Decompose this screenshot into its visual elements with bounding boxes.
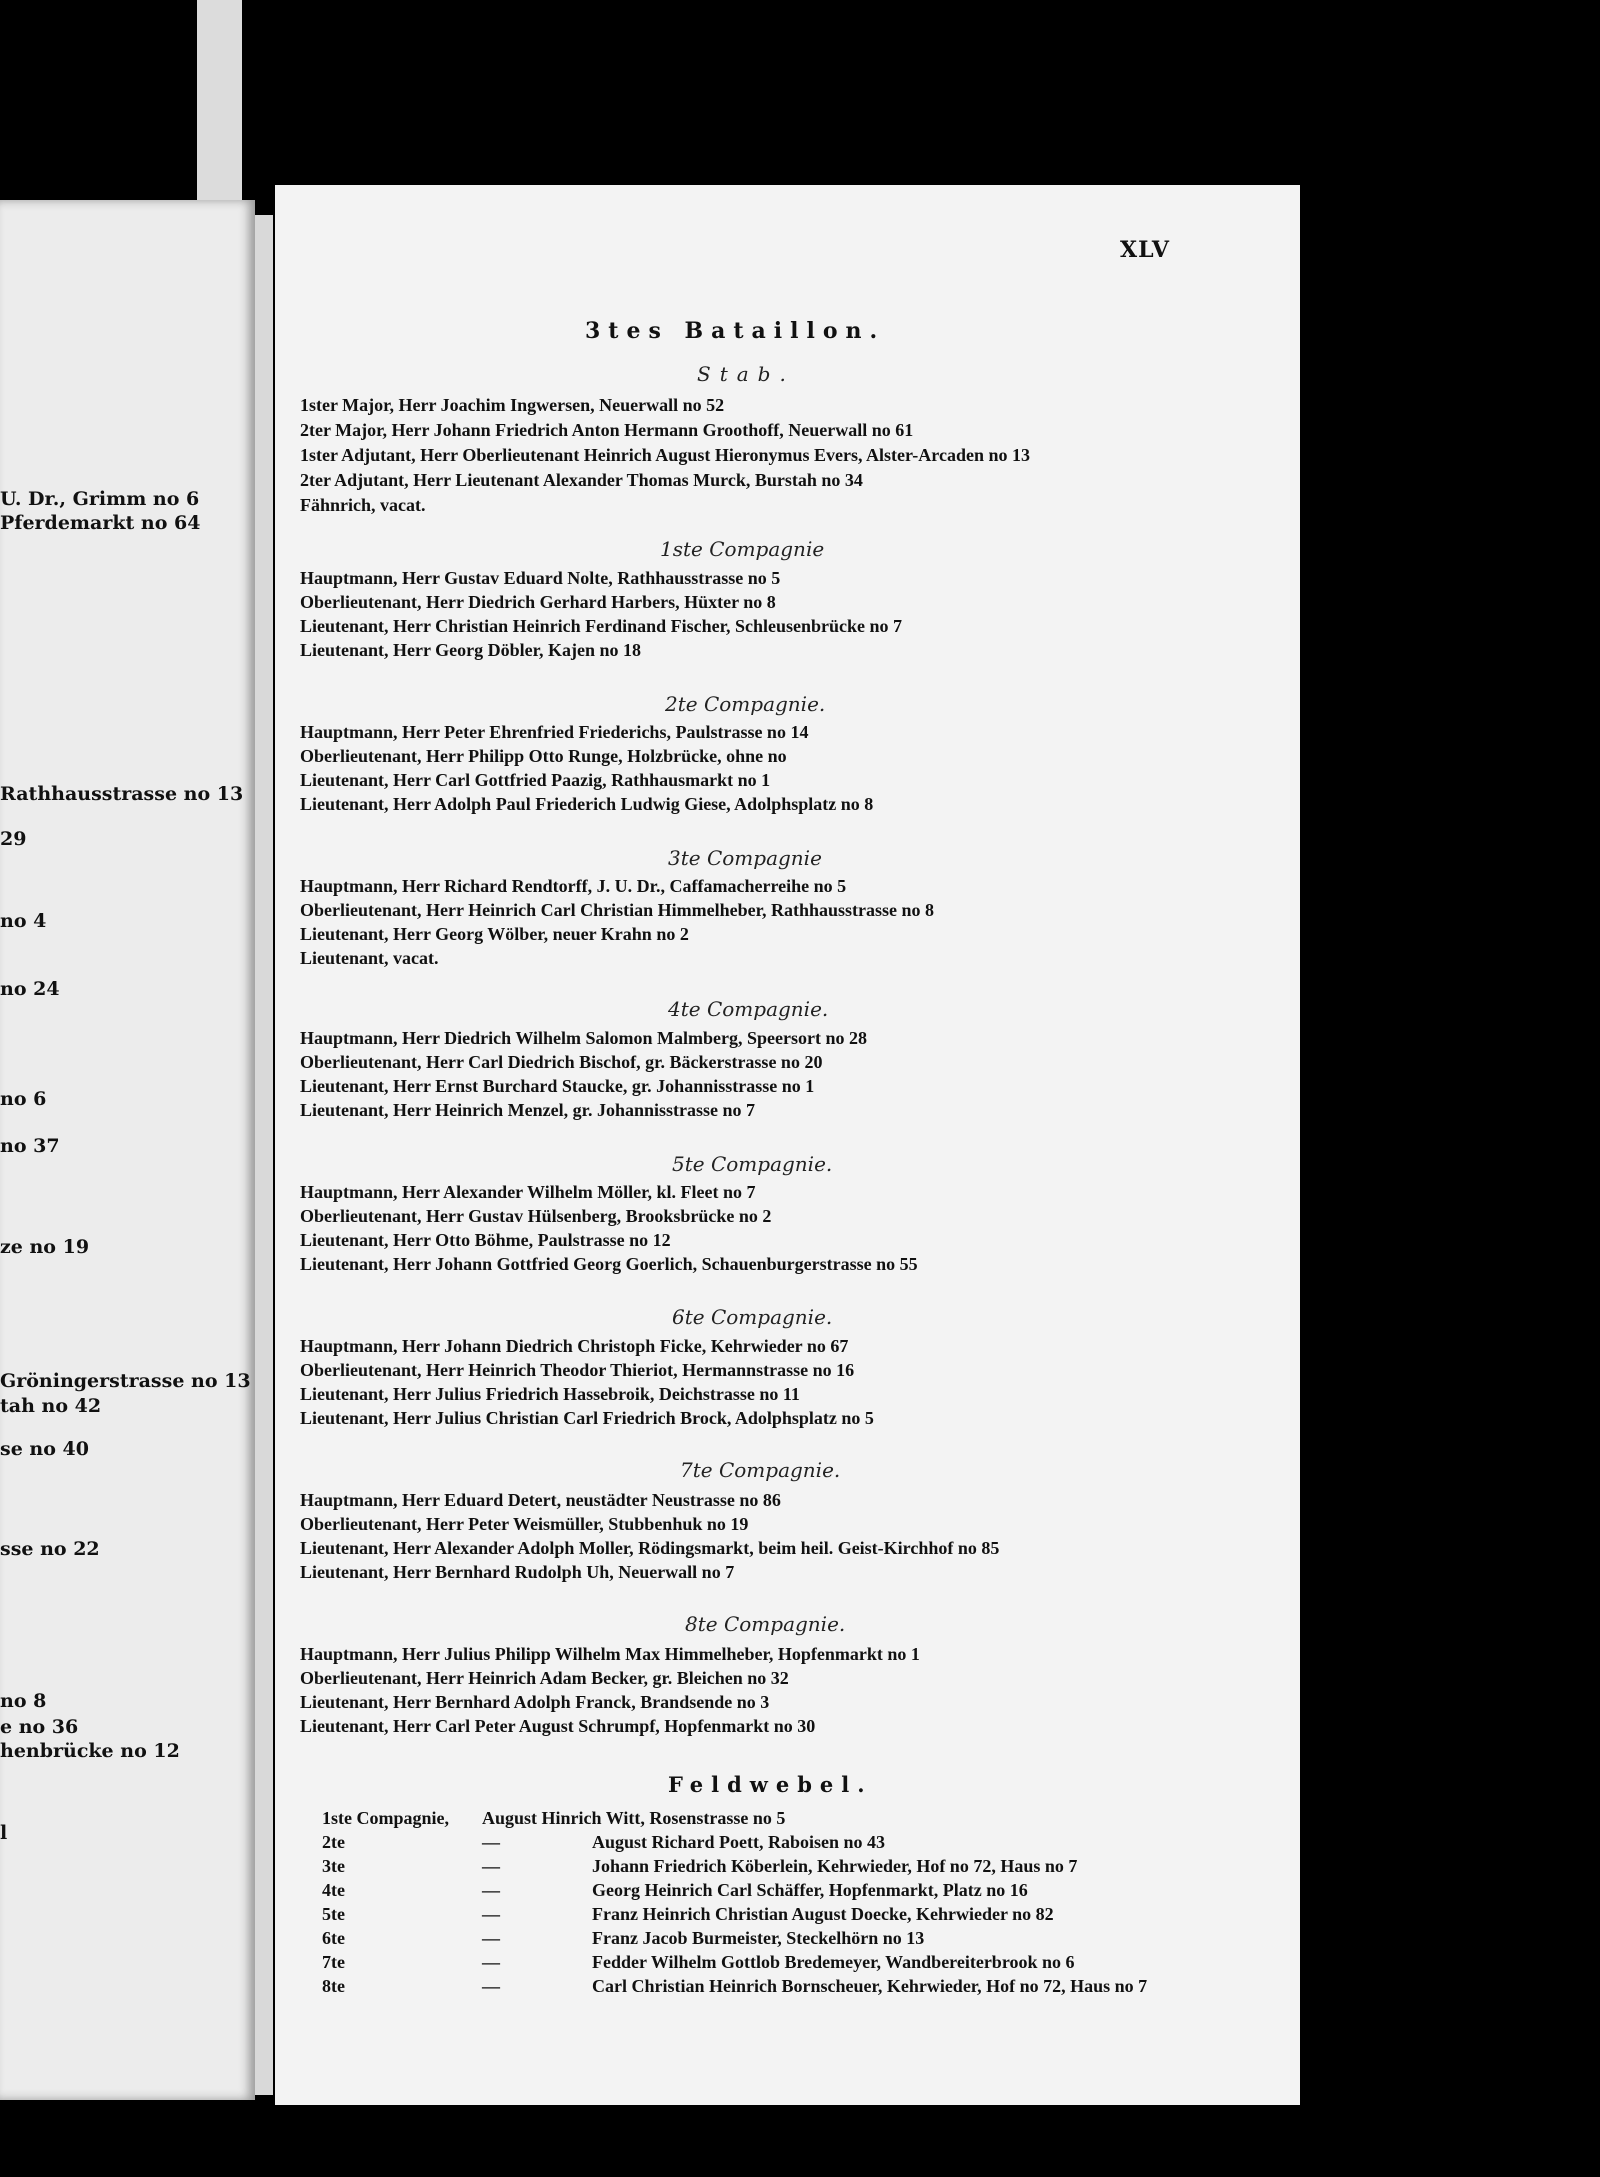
left-fragment: se no 40 <box>0 1438 89 1460</box>
page-number: XLV <box>1120 237 1170 263</box>
left-fragment: no 37 <box>0 1135 60 1157</box>
feldwebel-dash: — <box>482 1856 500 1876</box>
roster-entry: Hauptmann, Herr Julius Philipp Wilhelm Max Himmelheber, Hopfenmarkt no 1 <box>300 1644 920 1664</box>
roster-entry: Lieutenant, Herr Adolph Paul Friederich Ludwig Giese, Adolphsplatz no 8 <box>300 794 874 814</box>
roster-entry: 1ster Major, Herr Joachim Ingwersen, Neuerwall no 52 <box>300 395 725 415</box>
roster-entry: Lieutenant, Herr Bernhard Rudolph Uh, Neuerwall no 7 <box>300 1562 735 1582</box>
left-fragment: tah no 42 <box>0 1395 102 1417</box>
roster-entry: Hauptmann, Herr Eduard Detert, neustädter Neustrasse no 86 <box>300 1490 781 1510</box>
left-fragment: Gröningerstrasse no 13 <box>0 1370 251 1392</box>
feldwebel-dash: — <box>482 1952 500 1972</box>
feldwebel-dash: — <box>482 1832 500 1852</box>
roster-entry: Oberlieutenant, Herr Philipp Otto Runge, Holzbrücke, ohne no <box>300 746 787 766</box>
roster-entry: Lieutenant, Herr Georg Wölber, neuer Krahn no 2 <box>300 924 689 944</box>
left-fragment: no 6 <box>0 1088 47 1110</box>
left-page <box>0 200 255 2100</box>
roster-entry: Lieutenant, Herr Heinrich Menzel, gr. Johannisstrasse no 7 <box>300 1100 755 1120</box>
left-fragment: e no 36 <box>0 1716 79 1738</box>
feldwebel-dash: — <box>482 1976 500 1996</box>
feldwebel-dash: — <box>482 1928 500 1948</box>
roster-entry: Lieutenant, Herr Georg Döbler, Kajen no 18 <box>300 640 641 660</box>
feldwebel-row <box>322 1880 1028 1901</box>
feldwebel-entry: Georg Heinrich Carl Schäffer, Hopfenmarkt, Platz no 16 <box>592 1880 1028 1900</box>
feldwebel-entry: August Hinrich Witt, Rosenstrasse no 5 <box>482 1808 786 1828</box>
feldwebel-row <box>322 1832 885 1853</box>
roster-entry: Oberlieutenant, Herr Carl Diedrich Bischof, gr. Bäckerstrasse no 20 <box>300 1052 823 1072</box>
roster-entry: Oberlieutenant, Herr Heinrich Adam Becker, gr. Bleichen no 32 <box>300 1668 789 1688</box>
roster-entry: Oberlieutenant, Herr Heinrich Theodor Thieriot, Hermannstrasse no 16 <box>300 1360 855 1380</box>
roster-entry: Fähnrich, vacat. <box>300 495 426 515</box>
left-fragment: no 4 <box>0 910 47 932</box>
roster-entry: Oberlieutenant, Herr Heinrich Carl Christian Himmelheber, Rathhausstrasse no 8 <box>300 900 934 920</box>
roster-entry: Oberlieutenant, Herr Diedrich Gerhard Harbers, Hüxter no 8 <box>300 592 776 612</box>
section-heading-1ste-compagnie: 1ste Compagnie <box>660 537 825 561</box>
feldwebel-company: 4te <box>322 1880 345 1900</box>
left-fragment: ze no 19 <box>0 1236 90 1258</box>
roster-entry: Lieutenant, vacat. <box>300 948 439 968</box>
feldwebel-company: 8te <box>322 1976 345 1996</box>
page-edge-strip <box>197 0 242 210</box>
feldwebel-company: 2te <box>322 1832 345 1852</box>
section-heading-8te-compagnie: 8te Compagnie. <box>685 1612 846 1636</box>
feldwebel-row <box>322 1856 1077 1877</box>
roster-entry: Lieutenant, Herr Carl Peter August Schrumpf, Hopfenmarkt no 30 <box>300 1716 816 1736</box>
roster-entry: Hauptmann, Herr Peter Ehrenfried Friederichs, Paulstrasse no 14 <box>300 722 809 742</box>
roster-entry: Lieutenant, Herr Julius Christian Carl Friedrich Brock, Adolphsplatz no 5 <box>300 1408 874 1428</box>
left-fragment: sse no 22 <box>0 1538 100 1560</box>
left-fragment: 29 <box>0 828 27 850</box>
feldwebel-entry: Franz Heinrich Christian August Doecke, Kehrwieder no 82 <box>592 1904 1054 1924</box>
section-heading-3te-compagnie: 3te Compagnie <box>668 846 822 870</box>
section-heading-stab: Stab. <box>697 362 795 386</box>
roster-entry: Lieutenant, Herr Julius Friedrich Hassebroik, Deichstrasse no 11 <box>300 1384 800 1404</box>
feldwebel-row <box>322 1904 1054 1925</box>
feldwebel-company: 6te <box>322 1928 345 1948</box>
left-fragment: henbrücke no 12 <box>0 1740 180 1762</box>
roster-entry: 2ter Major, Herr Johann Friedrich Anton Hermann Groothoff, Neuerwall no 61 <box>300 420 914 440</box>
roster-entry: Lieutenant, Herr Carl Gottfried Paazig, Rathhausmarkt no 1 <box>300 770 771 790</box>
left-fragment: l <box>0 1822 8 1844</box>
section-heading-2te-compagnie: 2te Compagnie. <box>665 692 826 716</box>
feldwebel-company: 5te <box>322 1904 345 1924</box>
feldwebel-dash: — <box>482 1904 500 1924</box>
feldwebel-dash: — <box>482 1880 500 1900</box>
left-fragment: U. Dr., Grimm no 6 <box>0 488 200 510</box>
roster-entry: Hauptmann, Herr Diedrich Wilhelm Salomon Malmberg, Speersort no 28 <box>300 1028 867 1048</box>
feldwebel-entry: August Richard Poett, Raboisen no 43 <box>592 1832 886 1852</box>
roster-entry: Oberlieutenant, Herr Peter Weismüller, Stubbenhuk no 19 <box>300 1514 749 1534</box>
section-heading-6te-compagnie: 6te Compagnie. <box>672 1305 833 1329</box>
feldwebel-company: 7te <box>322 1952 345 1972</box>
page-title: 3tes Bataillon. <box>585 318 886 344</box>
roster-entry: Lieutenant, Herr Ernst Burchard Staucke, gr. Johannisstrasse no 1 <box>300 1076 815 1096</box>
feldwebel-company: 1ste Compagnie, <box>322 1808 449 1828</box>
left-fragment: Pferdemarkt no 64 <box>0 512 201 534</box>
roster-entry: Lieutenant, Herr Otto Böhme, Paulstrasse no 12 <box>300 1230 671 1250</box>
feldwebel-entry: Johann Friedrich Köberlein, Kehrwieder, Hof no 72, Haus no 7 <box>592 1856 1078 1876</box>
roster-entry: Hauptmann, Herr Alexander Wilhelm Möller, kl. Fleet no 7 <box>300 1182 756 1202</box>
roster-entry: Lieutenant, Herr Christian Heinrich Ferdinand Fischer, Schleusenbrücke no 7 <box>300 616 903 636</box>
feldwebel-heading: Feldwebel. <box>668 1772 873 1797</box>
section-heading-5te-compagnie: 5te Compagnie. <box>672 1152 833 1176</box>
roster-entry: Hauptmann, Herr Gustav Eduard Nolte, Rathhausstrasse no 5 <box>300 568 781 588</box>
left-fragment: no 24 <box>0 978 60 1000</box>
feldwebel-company: 3te <box>322 1856 345 1876</box>
roster-entry: Lieutenant, Herr Bernhard Adolph Franck, Brandsende no 3 <box>300 1692 770 1712</box>
feldwebel-row <box>322 1976 1147 1997</box>
roster-entry: Oberlieutenant, Herr Gustav Hülsenberg, Brooksbrücke no 2 <box>300 1206 772 1226</box>
roster-entry: Lieutenant, Herr Johann Gottfried Georg Goerlich, Schauenburgerstrasse no 55 <box>300 1254 918 1274</box>
left-fragment: no 8 <box>0 1690 47 1712</box>
feldwebel-entry: Carl Christian Heinrich Bornscheuer, Kehrwieder, Hof no 72, Haus no 7 <box>592 1976 1148 1996</box>
left-fragment: Rathhausstrasse no 13 <box>0 783 244 805</box>
roster-entry: 2ter Adjutant, Herr Lieutenant Alexander Thomas Murck, Burstah no 34 <box>300 470 863 490</box>
feldwebel-row <box>322 1952 1075 1973</box>
page-spine <box>255 215 273 2095</box>
binding-edge <box>175 0 197 210</box>
feldwebel-entry: Fedder Wilhelm Gottlob Bredemeyer, Wandbereiterbrook no 6 <box>592 1952 1075 1972</box>
section-heading-4te-compagnie: 4te Compagnie. <box>668 997 829 1021</box>
feldwebel-entry: Franz Jacob Burmeister, Steckelhörn no 13 <box>592 1928 925 1948</box>
roster-entry: 1ster Adjutant, Herr Oberlieutenant Heinrich August Hieronymus Evers, Alster-Arcaden no 13 <box>300 445 1030 465</box>
feldwebel-row <box>322 1808 785 1829</box>
roster-entry: Hauptmann, Herr Richard Rendtorff, J. U. Dr., Caffamacherreihe no 5 <box>300 876 847 896</box>
section-heading-7te-compagnie: 7te Compagnie. <box>680 1458 841 1482</box>
feldwebel-row <box>322 1928 924 1949</box>
roster-entry: Hauptmann, Herr Johann Diedrich Christoph Ficke, Kehrwieder no 67 <box>300 1336 849 1356</box>
roster-entry: Lieutenant, Herr Alexander Adolph Moller, Rödingsmarkt, beim heil. Geist-Kirchhof no 85 <box>300 1538 1000 1558</box>
